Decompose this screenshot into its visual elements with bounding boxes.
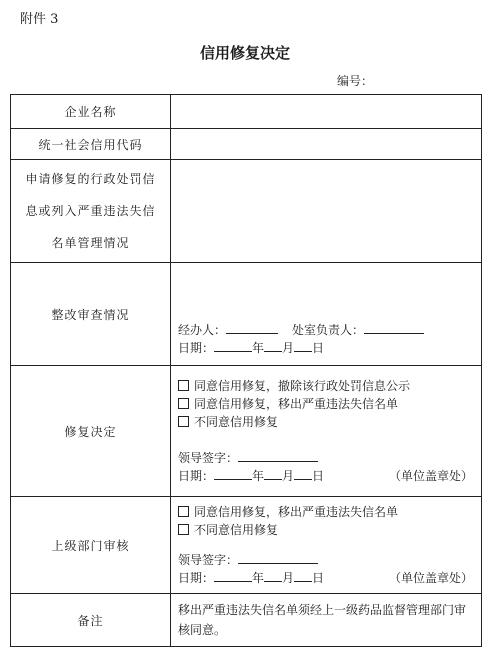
- decision-option-1[interactable]: [178, 377, 475, 395]
- month-label: 月: [282, 341, 295, 355]
- handler-blank[interactable]: [226, 321, 278, 334]
- repair-decision-label: 修复决定: [11, 366, 171, 497]
- month-label: 月: [282, 571, 295, 585]
- rectification-date-line: [178, 339, 475, 357]
- year-label: 年: [252, 571, 265, 585]
- signature-label: 领导签字：: [178, 553, 239, 567]
- decision-option-1-label: 同意信用修复，撤除该行政处罚信息公示: [194, 379, 411, 393]
- decision-date-line: [178, 467, 475, 485]
- year-blank[interactable]: [214, 339, 252, 352]
- application-info-label-line-1: 申请修复的行政处罚信: [25, 172, 156, 186]
- month-label: 月: [282, 469, 295, 483]
- remarks-text: 移出严重违法失信名单须经上一级药品监督管理部门审核同意。: [178, 603, 467, 637]
- application-info-field[interactable]: [171, 160, 482, 263]
- superior-review-field: [171, 497, 482, 594]
- signature-label: 领导签字：: [178, 451, 239, 465]
- dept-head-label: 处室负责人：: [292, 323, 365, 337]
- checkbox-icon[interactable]: [178, 416, 189, 427]
- rectification-review-label: 整改审查情况: [11, 263, 171, 366]
- dept-head-blank[interactable]: [364, 321, 424, 334]
- stamp-note: （单位盖章处）: [388, 571, 473, 585]
- signature-blank[interactable]: [238, 551, 318, 564]
- decision-option-2-label: 同意信用修复，移出严重违法失信名单: [194, 397, 399, 411]
- day-blank[interactable]: [294, 569, 312, 582]
- handler-line: [178, 321, 475, 339]
- repair-decision-field: [171, 366, 482, 497]
- date-label: 日期：: [178, 571, 215, 585]
- checkbox-icon[interactable]: [178, 380, 189, 391]
- decision-option-3[interactable]: [178, 413, 475, 431]
- superior-signature-line: [178, 551, 475, 569]
- company-name-field[interactable]: [171, 95, 482, 129]
- superior-review-label: 上级部门审核: [11, 497, 171, 594]
- attachment-label: 附件 3: [20, 12, 59, 27]
- superior-option-1[interactable]: [178, 503, 475, 521]
- checkbox-icon[interactable]: [178, 506, 189, 517]
- superior-option-2-label: 不同意信用修复: [194, 523, 279, 537]
- month-blank[interactable]: [264, 467, 282, 480]
- signature-blank[interactable]: [238, 449, 318, 462]
- application-info-label-line-3: 名单管理情况: [51, 236, 130, 250]
- date-label: 日期：: [178, 469, 215, 483]
- superior-option-1-label: 同意信用修复，移出严重违法失信名单: [194, 505, 399, 519]
- credit-code-field[interactable]: [171, 129, 482, 160]
- superior-option-2[interactable]: [178, 521, 475, 539]
- company-name-label: 企业名称: [11, 95, 171, 129]
- remarks-field: [171, 594, 482, 647]
- day-label: 日: [312, 571, 325, 585]
- date-label: 日期：: [178, 341, 215, 355]
- stamp-note: （单位盖章处）: [388, 469, 473, 483]
- application-info-label-line-2: 息或列入严重违法失信: [25, 204, 156, 218]
- year-label: 年: [252, 341, 265, 355]
- checkbox-icon[interactable]: [178, 398, 189, 409]
- year-blank[interactable]: [214, 569, 252, 582]
- month-blank[interactable]: [264, 339, 282, 352]
- number-label: 编号：: [337, 74, 374, 88]
- handler-label: 经办人：: [178, 323, 227, 337]
- day-blank[interactable]: [294, 339, 312, 352]
- application-info-label: [11, 160, 171, 263]
- year-label: 年: [252, 469, 265, 483]
- remarks-label: 备注: [11, 594, 171, 647]
- day-blank[interactable]: [294, 467, 312, 480]
- year-blank[interactable]: [214, 467, 252, 480]
- decision-option-3-label: 不同意信用修复: [194, 415, 279, 429]
- rectification-review-field: [171, 263, 482, 366]
- day-label: 日: [312, 341, 325, 355]
- decision-signature-line: [178, 449, 475, 467]
- form-title: 信用修复决定: [199, 44, 290, 62]
- credit-repair-form: [10, 94, 482, 647]
- decision-option-2[interactable]: [178, 395, 475, 413]
- checkbox-icon[interactable]: [178, 524, 189, 535]
- credit-code-label: 统一社会信用代码: [11, 129, 171, 160]
- month-blank[interactable]: [264, 569, 282, 582]
- day-label: 日: [312, 469, 325, 483]
- superior-date-line: [178, 569, 475, 587]
